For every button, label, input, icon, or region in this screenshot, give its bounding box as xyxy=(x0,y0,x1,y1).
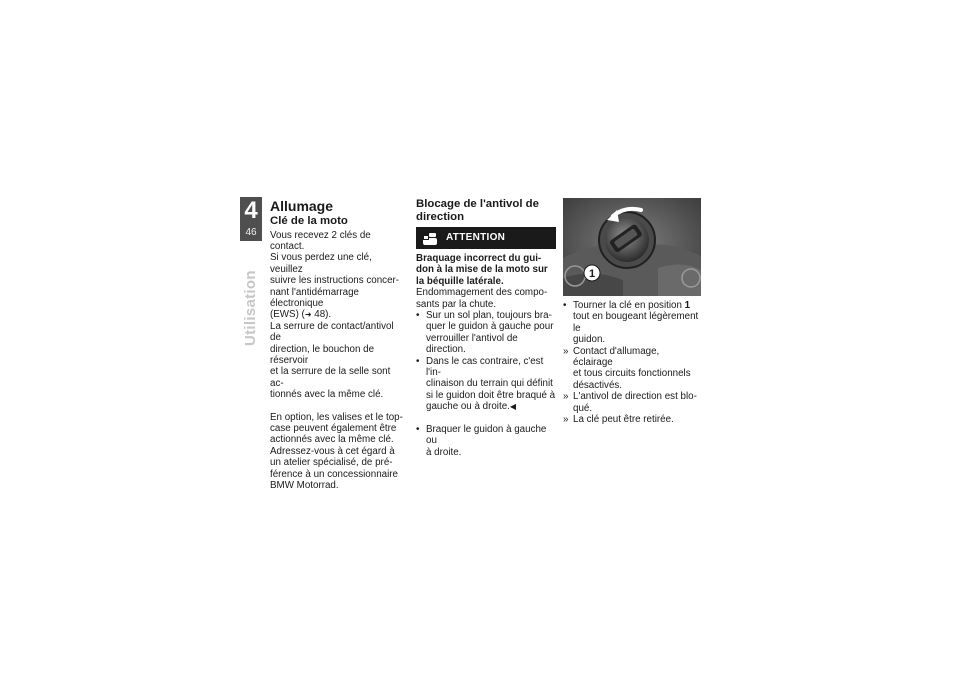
result-icon: » xyxy=(563,391,569,403)
section-heading: Allumage xyxy=(270,198,334,214)
subsection-heading: Clé de la moto xyxy=(270,215,348,227)
chapter-number: 4 xyxy=(244,197,258,224)
chapter-marker xyxy=(240,197,262,241)
list-item: • Tourner la clé en position 1 tout en bougeant légèrement le guidon. xyxy=(563,300,699,346)
warning-list xyxy=(416,310,556,413)
list-item: » Contact d'allumage, éclairage et tous circuits fonctionnels désactivés. xyxy=(563,345,691,391)
ignition-lock-photo xyxy=(563,198,701,296)
warning-label: ATTENTION xyxy=(446,232,506,244)
column-steering-lock xyxy=(416,198,556,458)
procedure-list xyxy=(563,300,701,425)
list-item: » La clé peut être retirée. xyxy=(563,414,674,426)
page-reference[interactable]: (EWS) (➜ 48). xyxy=(270,309,332,321)
bullet-icon: • xyxy=(416,423,420,435)
list-item: • Sur un sol plan, toujours bra- quer le guidon à gauche pour verrouiller l'antivol de direction. xyxy=(416,310,554,356)
end-of-warning-icon: ◀ xyxy=(509,402,517,412)
paragraph-options: En option, les valises et le top- case peuvent également être actionnés avec la même clé. Adressez-vous à cet égard à un atelier spécialisé, de pré- férence à un concessionnaire BMW Motorrad. xyxy=(270,411,403,492)
column-ignition xyxy=(270,198,405,491)
result-icon: » xyxy=(563,414,569,426)
result-icon: » xyxy=(563,345,569,357)
bullet-icon: • xyxy=(416,310,420,322)
photo-callout-label: 1 xyxy=(588,268,596,280)
page-number: 46 xyxy=(245,227,257,238)
warning-bar xyxy=(416,227,556,249)
arrow-right-icon: ➜ xyxy=(304,310,312,320)
bullet-icon: • xyxy=(563,300,567,311)
chapter-title: Utilisation xyxy=(242,270,259,346)
warning-text: Endommagement des compo- sants par la chute. xyxy=(416,287,548,310)
list-item: • Dans le cas contraire, c'est l'in- clinaison du terrain qui définit si le guidon doit être braqué à gauche ou à droite.◀ xyxy=(416,355,556,413)
bullet-icon: • xyxy=(416,355,420,367)
warning-hand-icon xyxy=(419,227,441,249)
warning-heading: Braquage incorrect du gui- don à la mise de la moto sur la béquille latérale. xyxy=(416,253,548,287)
list-item: » L'antivol de direction est blo- qué. xyxy=(563,391,697,414)
section-heading: Blocage de l'antivol de direction xyxy=(416,198,539,223)
paragraph-keys: Vous recevez 2 clés de contact. Si vous perdez une clé, veuillez suivre les instructions concer- nant l'antidémarrage électronique (EWS) (➜ 48). La serrure de contact/antivol de direction, le bouchon de réservoir et la serrure de la selle sont ac- tionnés avec la même clé. xyxy=(270,229,400,401)
list-item: • Braquer le guidon à gauche ou à droite. xyxy=(416,423,547,458)
column-procedure xyxy=(563,198,701,425)
action-list xyxy=(416,424,556,458)
